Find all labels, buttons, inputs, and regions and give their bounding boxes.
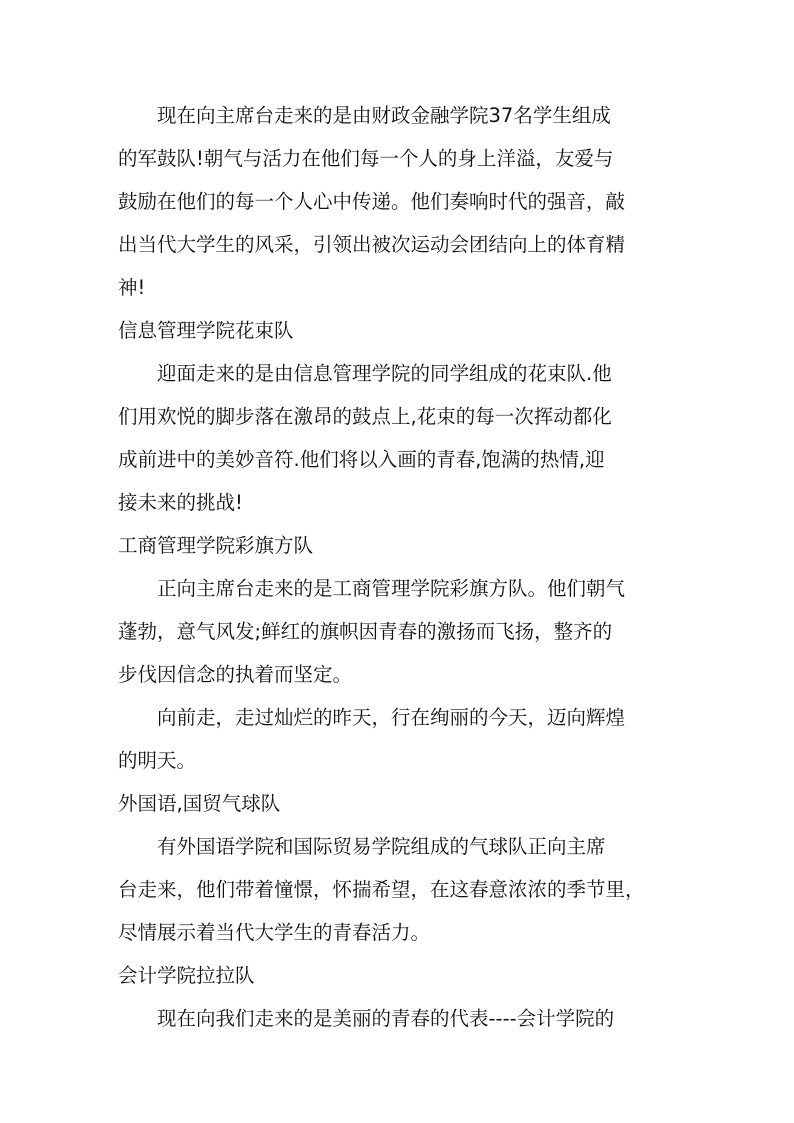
text-line: 有外国语学院和国际贸易学院组成的气球队正向主席 bbox=[157, 835, 606, 858]
text-line: 神! bbox=[118, 276, 146, 299]
text-line: 正向主席台走来的是工商管理学院彩旗方队。他们朝气 bbox=[157, 577, 626, 600]
text-line: 鼓励在他们的每一个人心中传递。他们奏响时代的强音，敲 bbox=[118, 190, 626, 213]
document-body bbox=[118, 94, 676, 1040]
text-line: 迎面走来的是由信息管理学院的同学组成的花束队.他 bbox=[157, 362, 612, 385]
text-line: 的明天。 bbox=[118, 749, 197, 772]
text-line: 们用欢悦的脚步落在激昂的鼓点上,花束的每一次挥动都化 bbox=[118, 405, 612, 428]
paragraph-flag-team bbox=[118, 567, 676, 696]
paragraph-cheer-team bbox=[118, 997, 676, 1040]
text-line: 台走来，他们带着憧憬，怀揣希望，在这春意浓浓的季节里， bbox=[118, 878, 645, 901]
text-line: 的军鼓队!朝气与活力在他们每一个人的身上洋溢，友爱与 bbox=[118, 147, 614, 170]
paragraph-balloon-team bbox=[118, 825, 676, 954]
text-line: 蓬勃，意气风发;鲜红的旗帜因青春的激扬而飞扬，整齐的 bbox=[118, 620, 613, 643]
paragraph-drum-corps bbox=[118, 94, 676, 309]
text-line: 出当代大学生的风采，引领出被次运动会团结向上的体育精 bbox=[118, 233, 626, 256]
section-heading-balloon-team: 外国语,国贸气球队 bbox=[118, 792, 281, 815]
paragraph-flag-team-2 bbox=[118, 696, 676, 782]
section-heading-cheer-team: 会计学院拉拉队 bbox=[118, 964, 255, 987]
text-line: 步伐因信念的执着而坚定。 bbox=[118, 663, 353, 686]
text-line: 成前进中的美妙音符.他们将以入画的青春,饱满的热情,迎 bbox=[118, 448, 605, 471]
section-heading-flower-team: 信息管理学院花束队 bbox=[118, 319, 294, 342]
text-line: 现在向主席台走来的是由财政金融学院37名学生组成 bbox=[157, 104, 611, 127]
section-heading-flag-team: 工商管理学院彩旗方队 bbox=[118, 534, 314, 557]
paragraph-flower-team bbox=[118, 352, 676, 524]
text-line: 接未来的挑战! bbox=[118, 491, 243, 514]
text-line: 现在向我们走来的是美丽的青春的代表----会计学院的 bbox=[157, 1007, 615, 1030]
text-line: 向前走，走过灿烂的昨天，行在绚丽的今天，迈向辉煌 bbox=[157, 706, 626, 729]
text-line: 尽情展示着当代大学生的青春活力。 bbox=[118, 921, 431, 944]
